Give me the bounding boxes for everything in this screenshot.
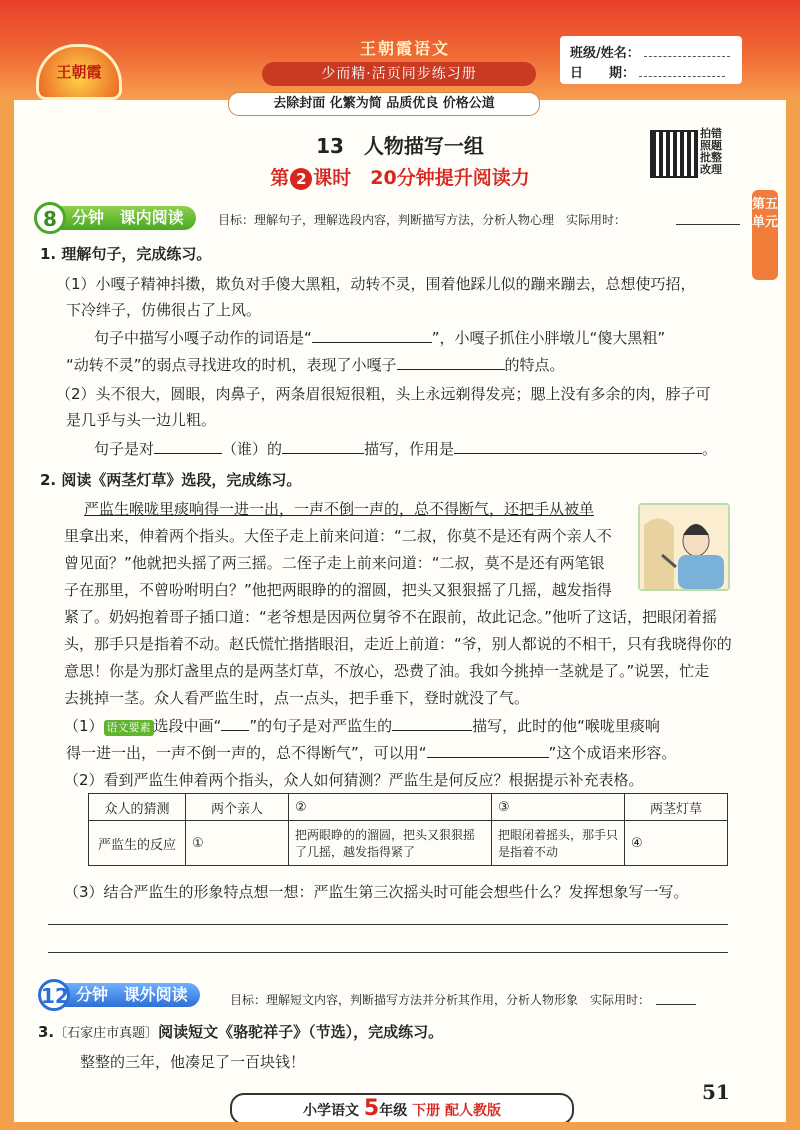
answer-blank[interactable] — [154, 437, 222, 454]
passage-line-3: 曾见面？”他就把头摇了两三摇。二侄子走上前来问道：“二叔，莫不是还有两笔银 — [64, 554, 605, 572]
footer-grade-badge — [230, 1093, 574, 1125]
passage-line-2 — [64, 522, 612, 550]
q1-s1-question-line2 — [66, 351, 565, 379]
lesson-number-badge: 2 — [290, 168, 312, 190]
slogan: 去除封面 化繁为简 品质优良 价格公道 — [228, 92, 540, 116]
table-cell[interactable]: ③ — [492, 794, 625, 821]
answer-blank[interactable] — [427, 741, 549, 758]
qr-label: 拍错照题批整改理 — [700, 127, 722, 176]
q2-sub1-text-c: 描写，此时的他“喉咙里痰响 — [472, 717, 660, 735]
table-row — [89, 794, 728, 821]
q1-s2-q-text-b: （谁）的 — [222, 440, 283, 458]
answer-blank[interactable] — [392, 714, 472, 731]
lesson-sub-suffix: 课时 20分钟提升阅读力 — [313, 167, 530, 189]
class-name-row — [570, 42, 740, 61]
q1-heading: 1. 理解句子，完成练习。 — [40, 245, 212, 263]
q1-s2-line2: 是几乎与头一边儿粗。 — [66, 411, 217, 429]
logo-text: 王朝霞 — [56, 63, 102, 81]
q3-head-text: 阅读短文《骆驼祥子》（节选），完成练习。 — [158, 1023, 444, 1041]
series-title: 王朝霞语文 — [359, 39, 450, 58]
time-used-blank[interactable] — [676, 224, 740, 225]
bottom-band — [0, 1122, 800, 1130]
answer-blank[interactable] — [312, 326, 432, 343]
section-minutes-badge: 8 — [34, 202, 66, 234]
q3-number: 3. — [38, 1023, 55, 1041]
section-goal: 目标：理解短文内容，判断描写方法并分析其作用，分析人物形象 实际用时： — [230, 993, 651, 1007]
section-minutes-badge: 12 — [38, 979, 70, 1011]
q2-sub1-text-e: ”这个成语来形容。 — [548, 744, 677, 762]
section-badge-extracurricular — [40, 983, 200, 1007]
answer-blank[interactable] — [282, 437, 364, 454]
table-row — [89, 821, 728, 866]
table-cell[interactable]: ④ — [625, 821, 728, 866]
section-minutes-unit: 分钟 — [76, 985, 109, 1004]
q1-s2-q-text-a: 句子是对 — [94, 440, 155, 458]
unit-side-tab: 第五单元 — [752, 190, 778, 280]
q2-sub1-text-d: 得一进一出，一声不倒一声的，总不得断气”，可以用“ — [66, 744, 427, 762]
footer-grade-number: 5 — [363, 1096, 380, 1121]
q1-s1-line1: （1）小嘎子精神抖擞，欺负对手傻大黑粗，动转不灵，围着他踩儿似的蹦来蹦去，总想使巧招， — [56, 275, 696, 293]
class-name-blank[interactable] — [644, 56, 730, 57]
q1-s2-line1: （2）头不很大，圆眼，肉鼻子，两条眉很短很粗，头上永远剃得发亮；腮上没有多余的肉，脖子可 — [56, 385, 711, 403]
q1-s2-q-text-d: 。 — [702, 440, 718, 458]
lesson-sub-prefix: 第 — [270, 167, 290, 189]
section-badge-in-class — [36, 206, 196, 230]
qr-code-icon[interactable] — [650, 130, 698, 178]
table-cell: 把眼闭着摇头，那手只是指着不动 — [492, 821, 625, 866]
q1-s1-q-text-d: 的特点。 — [504, 356, 565, 374]
q2-sub1-text-b: ”的句子是对严监生的 — [249, 717, 393, 735]
lesson-title: 13 人物描写一组 — [316, 134, 484, 158]
footer-subject: 小学语文 — [303, 1103, 360, 1119]
q1-s1-q-text-c: “动转不灵”的弱点寻找进攻的时机，表现了小嘎子 — [66, 356, 397, 374]
q1-s1-question-line1 — [94, 324, 665, 352]
q3-source: 〔石家庄市真题〕 — [54, 1026, 159, 1041]
passage-text: 严监生喉咙里痰响得一进一出，一声不倒一声的，总不得断气，还把手从被单 — [84, 500, 595, 518]
answer-line[interactable] — [48, 952, 728, 953]
class-name-label: 班级/姓名： — [570, 46, 640, 61]
q2-sub3: （3）结合严监生的形象特点想一想：严监生第三次摇头时可能会想些什么？发挥想象写一写。 — [64, 883, 689, 901]
footer-grade-unit: 年级 — [379, 1103, 408, 1119]
section-goal: 目标：理解句子，理解选段内容，判断描写方法，分析人物心理 实际用时： — [218, 213, 627, 227]
table-cell: 两茎灯草 — [625, 794, 728, 821]
footer-term: 下册 — [412, 1103, 441, 1119]
answer-line[interactable] — [48, 924, 728, 925]
date-blank[interactable] — [639, 76, 725, 77]
q3-heading — [38, 1018, 443, 1048]
q1-s1-q-text-b: ”，小嘎子抓住小胖墩儿“傻大黑粗” — [431, 329, 666, 347]
q2-heading: 2. 阅读《两茎灯草》选段，完成练习。 — [40, 471, 302, 489]
answer-blank[interactable] — [221, 714, 249, 731]
q3-passage-line1: 整整的三年，他凑足了一百块钱！ — [80, 1053, 306, 1071]
q2-sub1-line1 — [64, 712, 660, 740]
section-name: 课外阅读 — [123, 985, 188, 1004]
time-used-blank[interactable] — [656, 1004, 696, 1005]
passage-text: 里拿出来，伸着两个指头。大侄子走上前来问道：“二叔，你莫不是还有两个亲人不 — [64, 527, 612, 545]
section-name: 课内阅读 — [119, 208, 184, 227]
table-cell: 严监生的反应 — [89, 821, 186, 866]
answer-blank[interactable] — [397, 353, 505, 370]
table-cell[interactable]: ② — [289, 794, 492, 821]
date-label: 日 期： — [570, 66, 636, 81]
q1-s2-q-text-c: 描写，作用是 — [364, 440, 455, 458]
q2-sub1-line2 — [66, 739, 676, 767]
q1-s1-q-text-a: 句子中描写小嘎子动作的词语是“ — [94, 329, 312, 347]
passage-line-5: 紧了。奶妈抱着哥子插口道：“老爷想是因两位舅爷不在跟前，故此记念。”他听了这话，把眼闭着摇 — [64, 608, 718, 626]
literacy-tag: 语文要素 — [104, 720, 154, 736]
passage-line-1 — [84, 495, 594, 523]
q2-sub1-text-a: 选段中画“ — [153, 717, 222, 735]
answer-blank[interactable] — [454, 437, 702, 454]
yan-jiansheng-illustration — [638, 503, 730, 591]
guess-reaction-table — [88, 793, 728, 866]
table-cell[interactable]: ① — [186, 821, 289, 866]
table-cell: 众人的猜测 — [89, 794, 186, 821]
passage-line-6: 头，那手只是指着不动。赵氏慌忙揩揩眼泪，走近上前道：“爷，别人都说的不相干，只有我晓得你的 — [64, 635, 732, 653]
q2-sub2: （2）看到严监生伸着两个指头，众人如何猜测？严监生是何反应？根据提示补充表格。 — [64, 771, 644, 789]
q2-sub1-prefix: （1） — [64, 717, 104, 735]
q1-s2-question — [94, 435, 717, 463]
table-cell: 两个亲人 — [186, 794, 289, 821]
student-info-box — [560, 36, 742, 84]
footer-edition: 配人教版 — [444, 1103, 501, 1119]
date-row — [570, 62, 740, 81]
passage-line-8: 去挑掉一茎。众人看严监生时，点一点头，把手垂下，登时就没了气。 — [64, 689, 530, 707]
series-subtitle: 少而精·活页同步练习册 — [262, 62, 536, 86]
q1-s1-line2: 下冷绊子，仿佛很占了上风。 — [66, 301, 262, 319]
passage-line-4: 子在那里，不曾吩咐明白？”他把两眼睁的的溜圆，把头又狠狠摇了几摇，越发指得 — [64, 581, 612, 599]
table-cell: 把两眼睁的的溜圆，把头又狠狠摇了几摇，越发指得紧了 — [289, 821, 492, 866]
page-number: 51 — [702, 1080, 730, 1104]
section-minutes-unit: 分钟 — [72, 208, 105, 227]
passage-line-7: 意思！你是为那灯盏里点的是两茎灯草，不放心，恐费了油。我如今挑掉一茎就是了。”说罢，忙走 — [64, 662, 710, 680]
